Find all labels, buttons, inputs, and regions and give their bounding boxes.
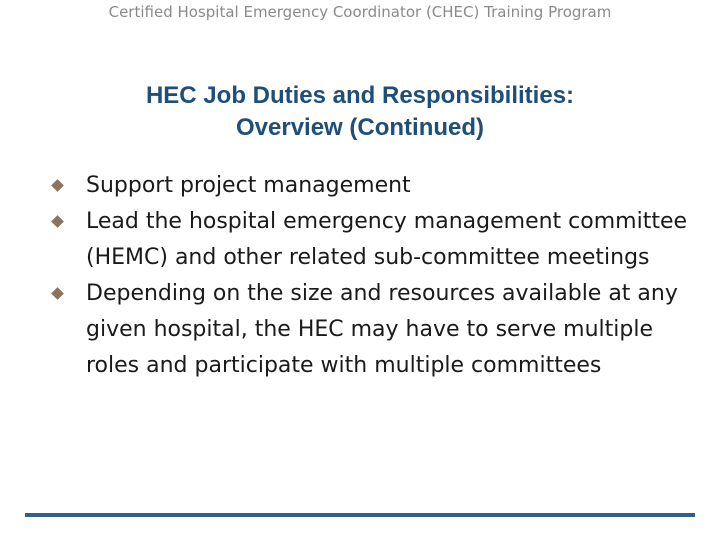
bullet-text: Depending on the size and resources available at any given hospital, the HEC may have to serve multiple roles and participate with multiple committees	[86, 281, 678, 378]
diamond-bullet-icon	[51, 287, 64, 300]
bullet-item	[48, 276, 688, 384]
diamond-bullet-icon	[51, 179, 64, 192]
bullet-list	[48, 168, 688, 384]
slide-title	[40, 80, 680, 144]
slide-title-line-2: Overview (Continued)	[235, 114, 485, 141]
diamond-bullet-icon	[51, 215, 64, 228]
slide-header: Certified Hospital Emergency Coordinator (CHEC) Training Program	[108, 3, 612, 21]
bullet-item	[48, 168, 688, 204]
slide-title-line-1: HEC Job Duties and Responsibilities:	[145, 82, 575, 109]
bullet-text: Lead the hospital emergency management committee (HEMC) and other related sub-committee meetings	[86, 209, 688, 270]
bottom-divider	[25, 513, 695, 517]
bullet-text: Support project management	[86, 173, 411, 198]
bullet-item	[48, 204, 688, 276]
